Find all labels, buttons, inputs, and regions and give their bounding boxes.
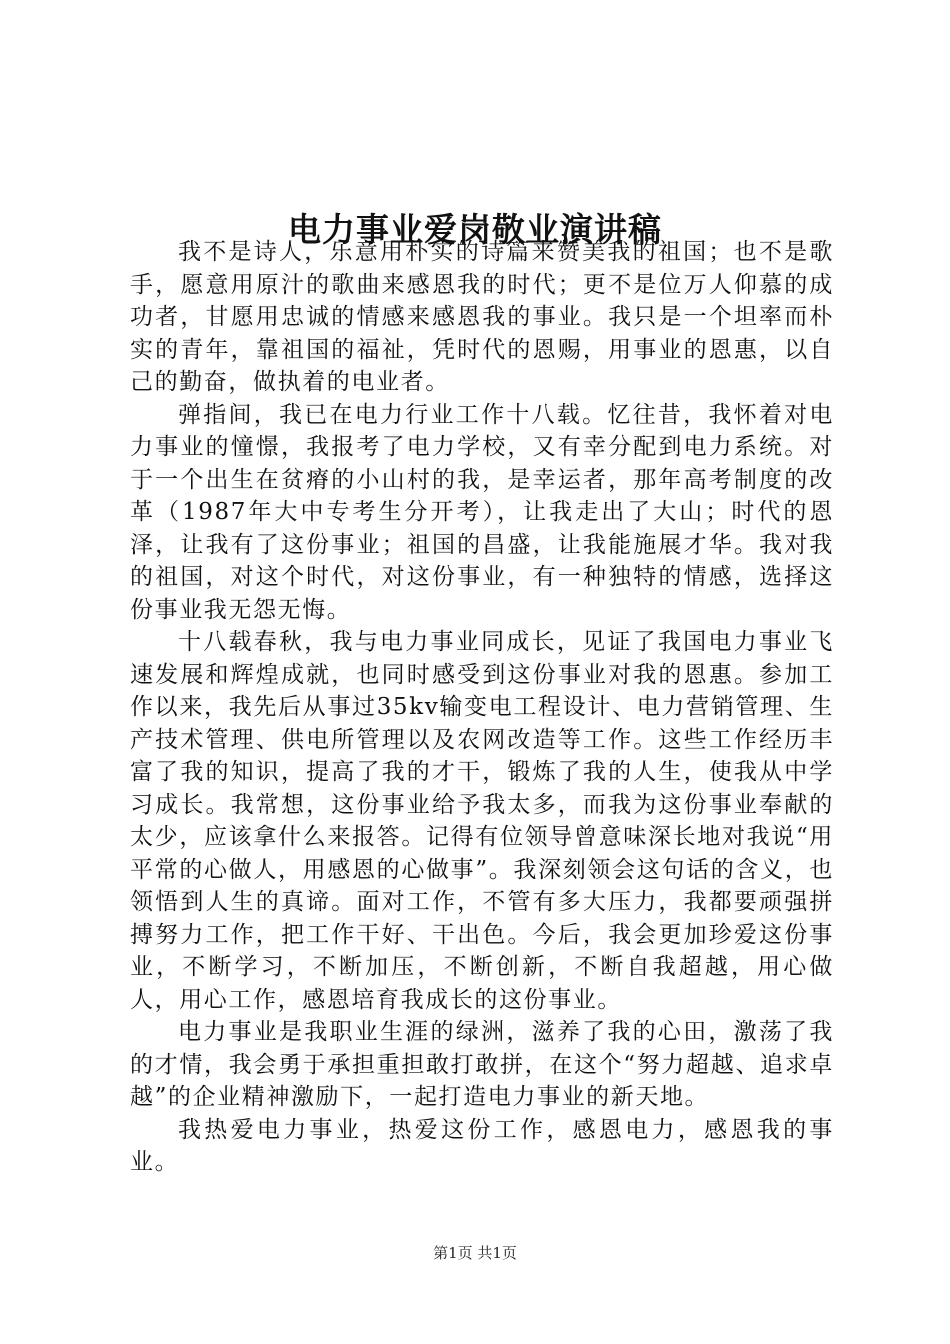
paragraph-3: 十八载春秋，我与电力事业同成长，见证了我国电力事业飞速发展和辉煌成就，也同时感受到这份事业对我的恩惠。参加工作以来，我先后从事过35kv输变电工程设计、电力营销管理、生产技术管理、供电所管理以及农网改造等工作。这些工作经历丰富了我的知识，提高了我的才干，锻炼了我的人生，使我从中学习成长。我常想，这份事业给予我太多，而我为这份事业奉献的太少，应该拿什么来报答。记得有位领导曾意味深长地对我说“用平常的心做人，用感恩的心做事”。我深刻领会这句话的含义，也领悟到人生的真谛。面对工作，不管有多大压力，我都要顽强拼搏努力工作，把工作干好、干出色。今后，我会更加珍爱这份事业，不断学习，不断加压，不断创新，不断自我超越，用心做人，用心工作，感恩培育我成长的这份事业。 xyxy=(130,629,834,1013)
paragraph-4: 电力事业是我职业生涯的绿洲，滋养了我的心田，激荡了我的才情，我会勇于承担重担敢打敢拼，在这个“努力超越、追求卓越”的企业精神激励下，一起打造电力事业的新天地。 xyxy=(130,1019,834,1110)
document-title: 电力事业爱岗敬业演讲稿 xyxy=(288,210,662,250)
paragraph-2: 弹指间，我已在电力行业工作十八载。忆往昔，我怀着对电力事业的憧憬，我报考了电力学校，又有幸分配到电力系统。对于一个出生在贫瘠的小山村的我，是幸运者，那年高考制度的改革（1987年大中专考生分开考），让我走出了大山；时代的恩泽，让我有了这份事业；祖国的昌盛，让我能施展才华。我对我的祖国，对这个时代，对这份事业，有一种独特的情感，选择这份事业我无怨无悔。 xyxy=(130,401,834,623)
page-number-footer: 第1页 共1页 xyxy=(433,1244,517,1262)
document-body xyxy=(130,236,834,1179)
paragraph-5: 我热爱电力事业，热爱这份工作，感恩电力，感恩我的事业。 xyxy=(130,1116,834,1175)
paragraph-1: 我不是诗人，乐意用朴实的诗篇来赞美我的祖国；也不是歌手，愿意用原汁的歌曲来感恩我的时代；更不是位万人仰慕的成功者，甘愿用忠诚的情感来感恩我的事业。我只是一个坦率而朴实的青年，靠祖国的福祉，凭时代的恩赐，用事业的恩惠，以自己的勤奋，做执着的电业者。 xyxy=(130,239,834,395)
